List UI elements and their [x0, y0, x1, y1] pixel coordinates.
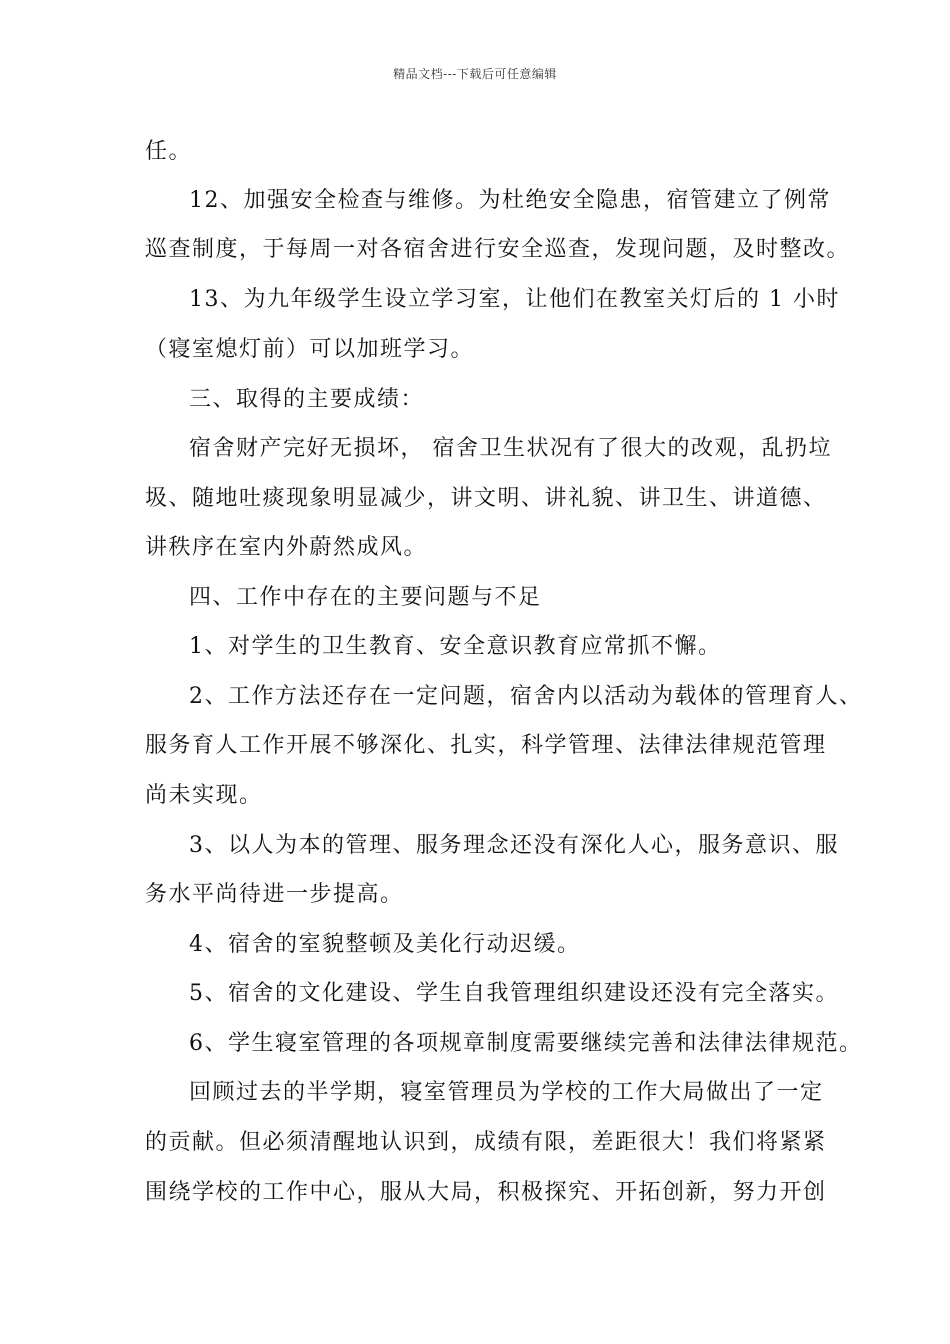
section-heading: 四、工作中存在的主要问题与不足	[189, 585, 542, 610]
text-line: （寝室熄灯前）可以加班学习。	[145, 337, 475, 362]
text-line: 宿舍财产完好无损坏， 宿舍卫生状况有了很大的改观，乱扔垃	[189, 436, 832, 461]
text-line: 1、对学生的卫生教育、安全意识教育应常抓不懈。	[189, 634, 722, 659]
text-line: 6、学生寝室管理的各项规章制度需要继续完善和法律法律规范。	[189, 1031, 863, 1056]
text-line: 围绕学校的工作中心，服从大局，积极探究、开拓创新，努力开创	[145, 1180, 827, 1205]
text-line: 巡查制度，于每周一对各宿舍进行安全巡查，发现问题，及时整改。	[145, 237, 851, 262]
text-line: 任。	[145, 139, 193, 164]
section-heading: 三、取得的主要成绩：	[189, 387, 425, 412]
text-line: 服务育人工作开展不够深化、扎实，科学管理、法律法律规范管理	[145, 733, 827, 758]
text-line: 圾、随地吐痰现象明显减少，讲文明、讲礼貌、讲卫生、讲道德、	[145, 486, 827, 511]
text-line: 3、以人为本的管理、服务理念还没有深化人心，服务意识、服	[189, 833, 839, 858]
text-line: 尚未实现。	[145, 783, 263, 808]
text-line: 的贡献。但必须清醒地认识到，成绩有限，差距很大！我们将紧紧	[145, 1130, 827, 1155]
text-line: 5、宿舍的文化建设、学生自我管理组织建设还没有完全落实。	[189, 981, 839, 1006]
text-line: 13、为九年级学生设立学习室，让他们在教室关灯后的 1 小时	[189, 287, 840, 312]
text-line: 讲秩序在室内外蔚然成风。	[145, 535, 428, 560]
text-line: 务水平尚待进一步提高。	[145, 882, 404, 907]
text-line: 12、加强安全检查与维修。为杜绝安全隐患，宿管建立了例常	[189, 188, 831, 213]
text-line: 4、宿舍的室貌整顿及美化行动迟缓。	[189, 932, 581, 957]
text-line: 2、工作方法还存在一定问题，宿舍内以活动为载体的管理育人、	[189, 684, 863, 709]
page-header: 精品文档---下载后可任意编辑	[393, 67, 557, 81]
text-line: 回顾过去的半学期，寝室管理员为学校的工作大局做出了一定	[189, 1080, 824, 1105]
